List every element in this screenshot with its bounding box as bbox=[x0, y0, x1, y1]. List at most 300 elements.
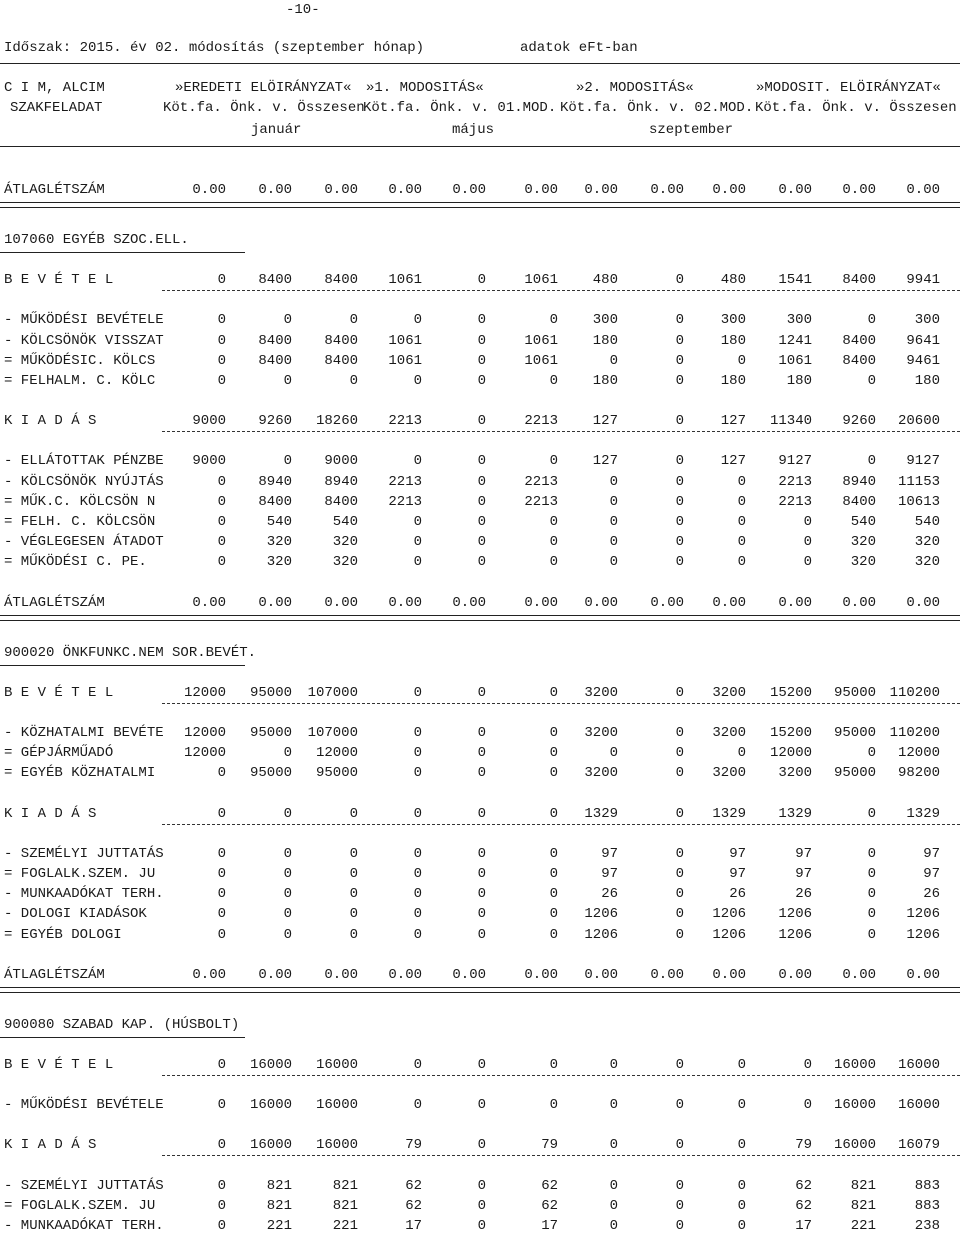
header-top-rule bbox=[0, 63, 960, 64]
cell-value: 0 bbox=[867, 926, 876, 943]
cell-value: 62 bbox=[541, 1177, 558, 1194]
table-row bbox=[0, 904, 960, 924]
cell-value: 0 bbox=[549, 886, 558, 903]
cell-value: 9461 bbox=[906, 352, 940, 369]
cell-value: 95000 bbox=[315, 765, 358, 782]
cell-value: 0 bbox=[867, 312, 876, 329]
cell-value: 79 bbox=[795, 1137, 812, 1154]
cell-value: 0 bbox=[675, 272, 684, 289]
headcount-row bbox=[0, 965, 960, 985]
cell-value: 0 bbox=[477, 745, 486, 762]
cell-value: 0 bbox=[217, 1097, 226, 1114]
cell-value: 0 bbox=[675, 906, 684, 923]
cell-value: 0 bbox=[477, 473, 486, 490]
cell-value: 0 bbox=[803, 1057, 812, 1073]
cell-value: 0 bbox=[349, 312, 358, 329]
table-row bbox=[0, 1095, 960, 1115]
table-row bbox=[0, 683, 960, 703]
cell-value: 0 bbox=[283, 845, 292, 862]
cell-value: 17 bbox=[541, 1218, 558, 1234]
cell-value: 0 bbox=[609, 745, 618, 762]
cell-value: 0.00 bbox=[712, 594, 746, 611]
table-row bbox=[0, 532, 960, 552]
table-row bbox=[0, 1135, 960, 1155]
cell-value: 0 bbox=[217, 1137, 226, 1154]
cell-value: 0 bbox=[217, 312, 226, 329]
cell-value: 95000 bbox=[833, 725, 876, 741]
cell-value: 883 bbox=[914, 1177, 940, 1194]
cell-value: 2213 bbox=[524, 413, 558, 430]
cell-value: 0 bbox=[675, 1057, 684, 1073]
subheader-original: Köt.fa. Önk. v. Összesen bbox=[163, 100, 365, 116]
cell-value: 0.00 bbox=[712, 966, 746, 983]
cell-value: 95000 bbox=[833, 684, 876, 701]
cell-value: 0 bbox=[803, 554, 812, 571]
cell-value: 0 bbox=[867, 886, 876, 903]
cell-value: 0.00 bbox=[842, 182, 876, 198]
cell-value: 540 bbox=[332, 514, 358, 530]
cell-value: 0 bbox=[549, 765, 558, 782]
row-label: = FOGLALK.SZEM. JU bbox=[4, 866, 156, 882]
cell-value: 0.00 bbox=[258, 594, 292, 611]
cell-value: 2213 bbox=[388, 493, 422, 510]
cell-value: 0.00 bbox=[452, 182, 486, 198]
cell-value: 26 bbox=[923, 886, 940, 903]
cell-value: 97 bbox=[923, 845, 940, 862]
row-label: - SZEMÉLYI JUTTATÁS bbox=[4, 1177, 164, 1194]
cell-value: 0.00 bbox=[842, 966, 876, 983]
cell-value: 62 bbox=[405, 1197, 422, 1214]
cell-value: 0 bbox=[283, 866, 292, 882]
cell-value: 0 bbox=[349, 886, 358, 903]
cell-value: 8400 bbox=[842, 352, 876, 369]
cell-value: 0 bbox=[283, 805, 292, 822]
cell-value: 0 bbox=[283, 373, 292, 389]
cell-value: 0 bbox=[675, 413, 684, 430]
cell-value: 62 bbox=[405, 1177, 422, 1194]
cell-value: 0 bbox=[675, 745, 684, 762]
section-title: 107060 EGYÉB SZOC.ELL. bbox=[4, 232, 189, 249]
cell-value: 180 bbox=[592, 373, 618, 389]
cell-value: 3200 bbox=[584, 684, 618, 701]
cell-value: 320 bbox=[332, 554, 358, 571]
cell-value: 0.00 bbox=[842, 594, 876, 611]
row-label: ÁTLAGLÉTSZÁM bbox=[4, 594, 105, 611]
cell-value: 1206 bbox=[712, 926, 746, 943]
cell-value: 0 bbox=[477, 453, 486, 470]
cell-value: 0 bbox=[413, 534, 422, 551]
row-label: = EGYÉB DOLOGI bbox=[4, 926, 122, 943]
table-row bbox=[0, 743, 960, 763]
cell-value: 300 bbox=[786, 312, 812, 329]
cell-value: 0 bbox=[477, 906, 486, 923]
cell-value: 8400 bbox=[324, 272, 358, 289]
cell-value: 18260 bbox=[315, 413, 358, 430]
cell-value: 97 bbox=[795, 866, 812, 882]
subheader-modified: Köt.fa. Önk. v. Összesen bbox=[755, 100, 957, 116]
row-label: - VÉGLEGESEN ÁTADOT bbox=[4, 534, 164, 551]
cell-value: 0 bbox=[675, 554, 684, 571]
cell-value: 0 bbox=[477, 373, 486, 389]
cell-value: 221 bbox=[850, 1218, 876, 1234]
cell-value: 0.00 bbox=[524, 594, 558, 611]
cell-value: 0.00 bbox=[524, 966, 558, 983]
column-label-sub: SZAKFELADAT bbox=[10, 100, 103, 116]
cell-value: 1206 bbox=[778, 906, 812, 923]
cell-value: 0 bbox=[737, 1218, 746, 1234]
cell-value: 0 bbox=[609, 1137, 618, 1154]
cell-value: 12000 bbox=[183, 745, 226, 762]
cell-value: 95000 bbox=[833, 765, 876, 782]
cell-value: 62 bbox=[795, 1197, 812, 1214]
row-label: B E V É T E L bbox=[4, 684, 114, 701]
cell-value: 3200 bbox=[712, 765, 746, 782]
cell-value: 0 bbox=[217, 1218, 226, 1234]
row-label: - MUNKAADÓKAT TERH. bbox=[4, 1218, 164, 1234]
cell-value: 0.00 bbox=[778, 594, 812, 611]
cell-value: 0.00 bbox=[192, 594, 226, 611]
group-mod2: »2. MODOSITÁS« bbox=[576, 80, 694, 96]
row-label: K I A D Á S bbox=[4, 413, 97, 430]
dashed-subtotal-rule bbox=[162, 431, 960, 432]
cell-value: 0 bbox=[413, 453, 422, 470]
cell-value: 0 bbox=[549, 725, 558, 741]
cell-value: 8400 bbox=[258, 332, 292, 349]
cell-value: 0 bbox=[675, 373, 684, 389]
row-label: - KÖLCSÖNÖK NYÚJTÁS bbox=[4, 473, 164, 490]
cell-value: 9641 bbox=[906, 332, 940, 349]
cell-value: 26 bbox=[729, 886, 746, 903]
cell-value: 0.00 bbox=[584, 182, 618, 198]
cell-value: 62 bbox=[541, 1197, 558, 1214]
cell-value: 0 bbox=[549, 373, 558, 389]
cell-value: 0 bbox=[413, 312, 422, 329]
cell-value: 0 bbox=[737, 534, 746, 551]
cell-value: 320 bbox=[914, 534, 940, 551]
cell-value: 0 bbox=[217, 1177, 226, 1194]
cell-value: 16000 bbox=[897, 1097, 940, 1114]
cell-value: 11153 bbox=[897, 473, 940, 490]
cell-value: 0 bbox=[217, 534, 226, 551]
cell-value: 0 bbox=[217, 1057, 226, 1073]
cell-value: 0 bbox=[675, 866, 684, 882]
cell-value: 0 bbox=[609, 554, 618, 571]
cell-value: 0.00 bbox=[778, 966, 812, 983]
cell-value: 8400 bbox=[324, 493, 358, 510]
cell-value: 9127 bbox=[778, 453, 812, 470]
cell-value: 110200 bbox=[889, 684, 940, 701]
cell-value: 180 bbox=[720, 373, 746, 389]
cell-value: 16000 bbox=[249, 1097, 292, 1114]
cell-value: 0 bbox=[609, 1218, 618, 1234]
period-label: Időszak: 2015. év 02. módosítás (szeptember hónap) bbox=[4, 40, 425, 56]
cell-value: 1329 bbox=[778, 805, 812, 822]
cell-value: 1241 bbox=[778, 332, 812, 349]
cell-value: 8400 bbox=[842, 493, 876, 510]
cell-value: 1061 bbox=[388, 352, 422, 369]
cell-value: 0 bbox=[349, 906, 358, 923]
headcount-row bbox=[0, 180, 960, 200]
table-row bbox=[0, 310, 960, 330]
cell-value: 2213 bbox=[524, 493, 558, 510]
cell-value: 0 bbox=[217, 845, 226, 862]
cell-value: 0 bbox=[217, 332, 226, 349]
cell-value: 8400 bbox=[842, 272, 876, 289]
cell-value: 0.00 bbox=[650, 966, 684, 983]
cell-value: 1061 bbox=[778, 352, 812, 369]
cell-value: 1329 bbox=[712, 805, 746, 822]
cell-value: 0 bbox=[217, 493, 226, 510]
row-label: ÁTLAGLÉTSZÁM bbox=[4, 182, 105, 198]
cell-value: 0 bbox=[803, 514, 812, 530]
cell-value: 107000 bbox=[307, 684, 358, 701]
cell-value: 0.00 bbox=[906, 966, 940, 983]
cell-value: 0 bbox=[217, 886, 226, 903]
cell-value: 320 bbox=[850, 534, 876, 551]
cell-value: 0 bbox=[737, 554, 746, 571]
cell-value: 180 bbox=[592, 332, 618, 349]
cell-value: 0.00 bbox=[650, 594, 684, 611]
cell-value: 0 bbox=[283, 906, 292, 923]
cell-value: 0 bbox=[675, 765, 684, 782]
cell-value: 0 bbox=[737, 1177, 746, 1194]
cell-value: 17 bbox=[795, 1218, 812, 1234]
cell-value: 0 bbox=[675, 473, 684, 490]
cell-value: 300 bbox=[592, 312, 618, 329]
cell-value: 221 bbox=[266, 1218, 292, 1234]
cell-value: 0 bbox=[803, 1097, 812, 1114]
table-row bbox=[0, 512, 960, 532]
cell-value: 0 bbox=[413, 805, 422, 822]
cell-value: 0.00 bbox=[452, 594, 486, 611]
cell-value: 20600 bbox=[897, 413, 940, 430]
section-title-underline bbox=[0, 252, 245, 253]
cell-value: 540 bbox=[850, 514, 876, 530]
cell-value: 9941 bbox=[906, 272, 940, 289]
cell-value: 0 bbox=[283, 453, 292, 470]
cell-value: 0 bbox=[675, 845, 684, 862]
cell-value: 16000 bbox=[897, 1057, 940, 1073]
cell-value: 0 bbox=[477, 514, 486, 530]
section-title-underline bbox=[0, 1037, 245, 1038]
table-row bbox=[0, 1196, 960, 1216]
cell-value: 127 bbox=[592, 453, 618, 470]
cell-value: 821 bbox=[332, 1197, 358, 1214]
cell-value: 0 bbox=[413, 866, 422, 882]
cell-value: 0 bbox=[283, 745, 292, 762]
cell-value: 0 bbox=[549, 684, 558, 701]
cell-value: 0 bbox=[477, 352, 486, 369]
header-bottom-rule bbox=[0, 146, 960, 147]
cell-value: 300 bbox=[914, 312, 940, 329]
cell-value: 0 bbox=[413, 886, 422, 903]
cell-value: 0.00 bbox=[388, 966, 422, 983]
cell-value: 2213 bbox=[388, 473, 422, 490]
cell-value: 0 bbox=[217, 906, 226, 923]
cell-value: 95000 bbox=[249, 765, 292, 782]
dashed-subtotal-rule bbox=[162, 1075, 960, 1076]
cell-value: 0 bbox=[675, 514, 684, 530]
cell-value: 0 bbox=[413, 554, 422, 571]
cell-value: 0 bbox=[477, 1197, 486, 1214]
row-label: B E V É T E L bbox=[4, 1057, 114, 1073]
cell-value: 16000 bbox=[315, 1097, 358, 1114]
cell-value: 8400 bbox=[842, 332, 876, 349]
cell-value: 16000 bbox=[833, 1057, 876, 1073]
cell-value: 0.00 bbox=[584, 966, 618, 983]
row-label: - KÖZHATALMI BEVÉTE bbox=[4, 725, 164, 741]
section-title: 900080 SZABAD KAP. (HÚSBOLT) bbox=[4, 1017, 240, 1033]
cell-value: 16000 bbox=[833, 1137, 876, 1154]
cell-value: 0 bbox=[217, 514, 226, 530]
cell-value: 0.00 bbox=[388, 182, 422, 198]
cell-value: 3200 bbox=[584, 765, 618, 782]
row-label: - SZEMÉLYI JUTTATÁS bbox=[4, 845, 164, 862]
subheader-mod2: Köt.fa. Önk. v. 02.MOD. bbox=[560, 100, 754, 116]
cell-value: 0 bbox=[477, 725, 486, 741]
cell-value: 0.00 bbox=[388, 594, 422, 611]
cell-value: 0 bbox=[609, 352, 618, 369]
cell-value: 0 bbox=[413, 684, 422, 701]
cell-value: 0 bbox=[609, 534, 618, 551]
cell-value: 0 bbox=[549, 514, 558, 530]
cell-value: 1206 bbox=[584, 926, 618, 943]
cell-value: 0 bbox=[675, 493, 684, 510]
cell-value: 0 bbox=[803, 534, 812, 551]
cell-value: 0.00 bbox=[258, 966, 292, 983]
cell-value: 97 bbox=[729, 845, 746, 862]
row-label: = MŰKÖDÉSI C. PE. bbox=[4, 554, 147, 571]
cell-value: 0.00 bbox=[650, 182, 684, 198]
cell-value: 0 bbox=[867, 866, 876, 882]
cell-value: 0.00 bbox=[712, 182, 746, 198]
cell-value: 17 bbox=[405, 1218, 422, 1234]
row-label: - MŰKÖDÉSI BEVÉTELE bbox=[4, 312, 164, 329]
row-label: = EGYÉB KÖZHATALMI bbox=[4, 765, 156, 782]
cell-value: 110200 bbox=[889, 725, 940, 741]
cell-value: 0 bbox=[217, 1197, 226, 1214]
header-row-2 bbox=[0, 98, 960, 118]
cell-value: 0 bbox=[675, 1197, 684, 1214]
cell-value: 0.00 bbox=[192, 966, 226, 983]
cell-value: 1206 bbox=[584, 906, 618, 923]
row-label: = MŰKÖDÉSIC. KÖLCS bbox=[4, 352, 156, 369]
double-section-rule bbox=[0, 202, 960, 208]
cell-value: 0 bbox=[609, 514, 618, 530]
cell-value: 0 bbox=[675, 886, 684, 903]
cell-value: 0 bbox=[609, 1097, 618, 1114]
cell-value: 0 bbox=[413, 373, 422, 389]
cell-value: 0 bbox=[349, 845, 358, 862]
page-number: -10- bbox=[286, 2, 320, 18]
cell-value: 0 bbox=[609, 1057, 618, 1073]
group-modified: »MODOSIT. ELÖIRÁNYZAT« bbox=[756, 80, 941, 96]
cell-value: 16000 bbox=[833, 1097, 876, 1114]
cell-value: 0.00 bbox=[324, 594, 358, 611]
cell-value: 8400 bbox=[324, 332, 358, 349]
cell-value: 12000 bbox=[769, 745, 812, 762]
cell-value: 9000 bbox=[324, 453, 358, 470]
cell-value: 0 bbox=[217, 373, 226, 389]
cell-value: 0 bbox=[349, 805, 358, 822]
header-row-1 bbox=[0, 78, 960, 98]
cell-value: 0 bbox=[283, 926, 292, 943]
cell-value: 0 bbox=[549, 554, 558, 571]
table-row bbox=[0, 351, 960, 371]
cell-value: 1061 bbox=[524, 332, 558, 349]
cell-value: 0.00 bbox=[584, 594, 618, 611]
group-mod1: »1. MODOSITÁS« bbox=[366, 80, 484, 96]
cell-value: 127 bbox=[720, 413, 746, 430]
cell-value: 0 bbox=[675, 1137, 684, 1154]
cell-value: 540 bbox=[914, 514, 940, 530]
cell-value: 10613 bbox=[897, 493, 940, 510]
cell-value: 12000 bbox=[315, 745, 358, 762]
row-label: - MŰKÖDÉSI BEVÉTELE bbox=[4, 1097, 164, 1114]
cell-value: 300 bbox=[720, 312, 746, 329]
cell-value: 0 bbox=[675, 312, 684, 329]
cell-value: 0 bbox=[413, 514, 422, 530]
cell-value: 0 bbox=[867, 453, 876, 470]
cell-value: 8940 bbox=[324, 473, 358, 490]
cell-value: 0 bbox=[737, 1137, 746, 1154]
cell-value: 9127 bbox=[906, 453, 940, 470]
cell-value: 3200 bbox=[712, 725, 746, 741]
cell-value: 0 bbox=[217, 554, 226, 571]
cell-value: 3200 bbox=[778, 765, 812, 782]
cell-value: 62 bbox=[795, 1177, 812, 1194]
cell-value: 97 bbox=[795, 845, 812, 862]
cell-value: 0 bbox=[675, 725, 684, 741]
row-label: = FOGLALK.SZEM. JU bbox=[4, 1197, 156, 1214]
cell-value: 1206 bbox=[906, 926, 940, 943]
cell-value: 0 bbox=[549, 926, 558, 943]
subheader-mod1: Köt.fa. Önk. v. 01.MOD. bbox=[363, 100, 557, 116]
cell-value: 480 bbox=[720, 272, 746, 289]
table-row bbox=[0, 1055, 960, 1075]
cell-value: 15200 bbox=[769, 725, 812, 741]
cell-value: 180 bbox=[914, 373, 940, 389]
cell-value: 95000 bbox=[249, 684, 292, 701]
cell-value: 0 bbox=[413, 845, 422, 862]
units-label: adatok eFt-ban bbox=[520, 40, 638, 56]
cell-value: 0 bbox=[737, 493, 746, 510]
table-row bbox=[0, 804, 960, 824]
cell-value: 0.00 bbox=[192, 182, 226, 198]
cell-value: 0 bbox=[477, 1057, 486, 1073]
cell-value: 16000 bbox=[249, 1137, 292, 1154]
cell-value: 12000 bbox=[897, 745, 940, 762]
cell-value: 0 bbox=[217, 765, 226, 782]
cell-value: 0 bbox=[549, 906, 558, 923]
cell-value: 95000 bbox=[249, 725, 292, 741]
cell-value: 821 bbox=[850, 1177, 876, 1194]
cell-value: 821 bbox=[266, 1177, 292, 1194]
cell-value: 12000 bbox=[183, 725, 226, 741]
cell-value: 8400 bbox=[258, 352, 292, 369]
cell-value: 0 bbox=[609, 493, 618, 510]
cell-value: 79 bbox=[541, 1137, 558, 1154]
cell-value: 0 bbox=[867, 906, 876, 923]
cell-value: 16000 bbox=[315, 1137, 358, 1154]
cell-value: 8940 bbox=[842, 473, 876, 490]
table-row bbox=[0, 270, 960, 290]
cell-value: 0 bbox=[675, 352, 684, 369]
cell-value: 9260 bbox=[258, 413, 292, 430]
cell-value: 0 bbox=[549, 453, 558, 470]
row-label: ÁTLAGLÉTSZÁM bbox=[4, 966, 105, 983]
cell-value: 107000 bbox=[307, 725, 358, 741]
